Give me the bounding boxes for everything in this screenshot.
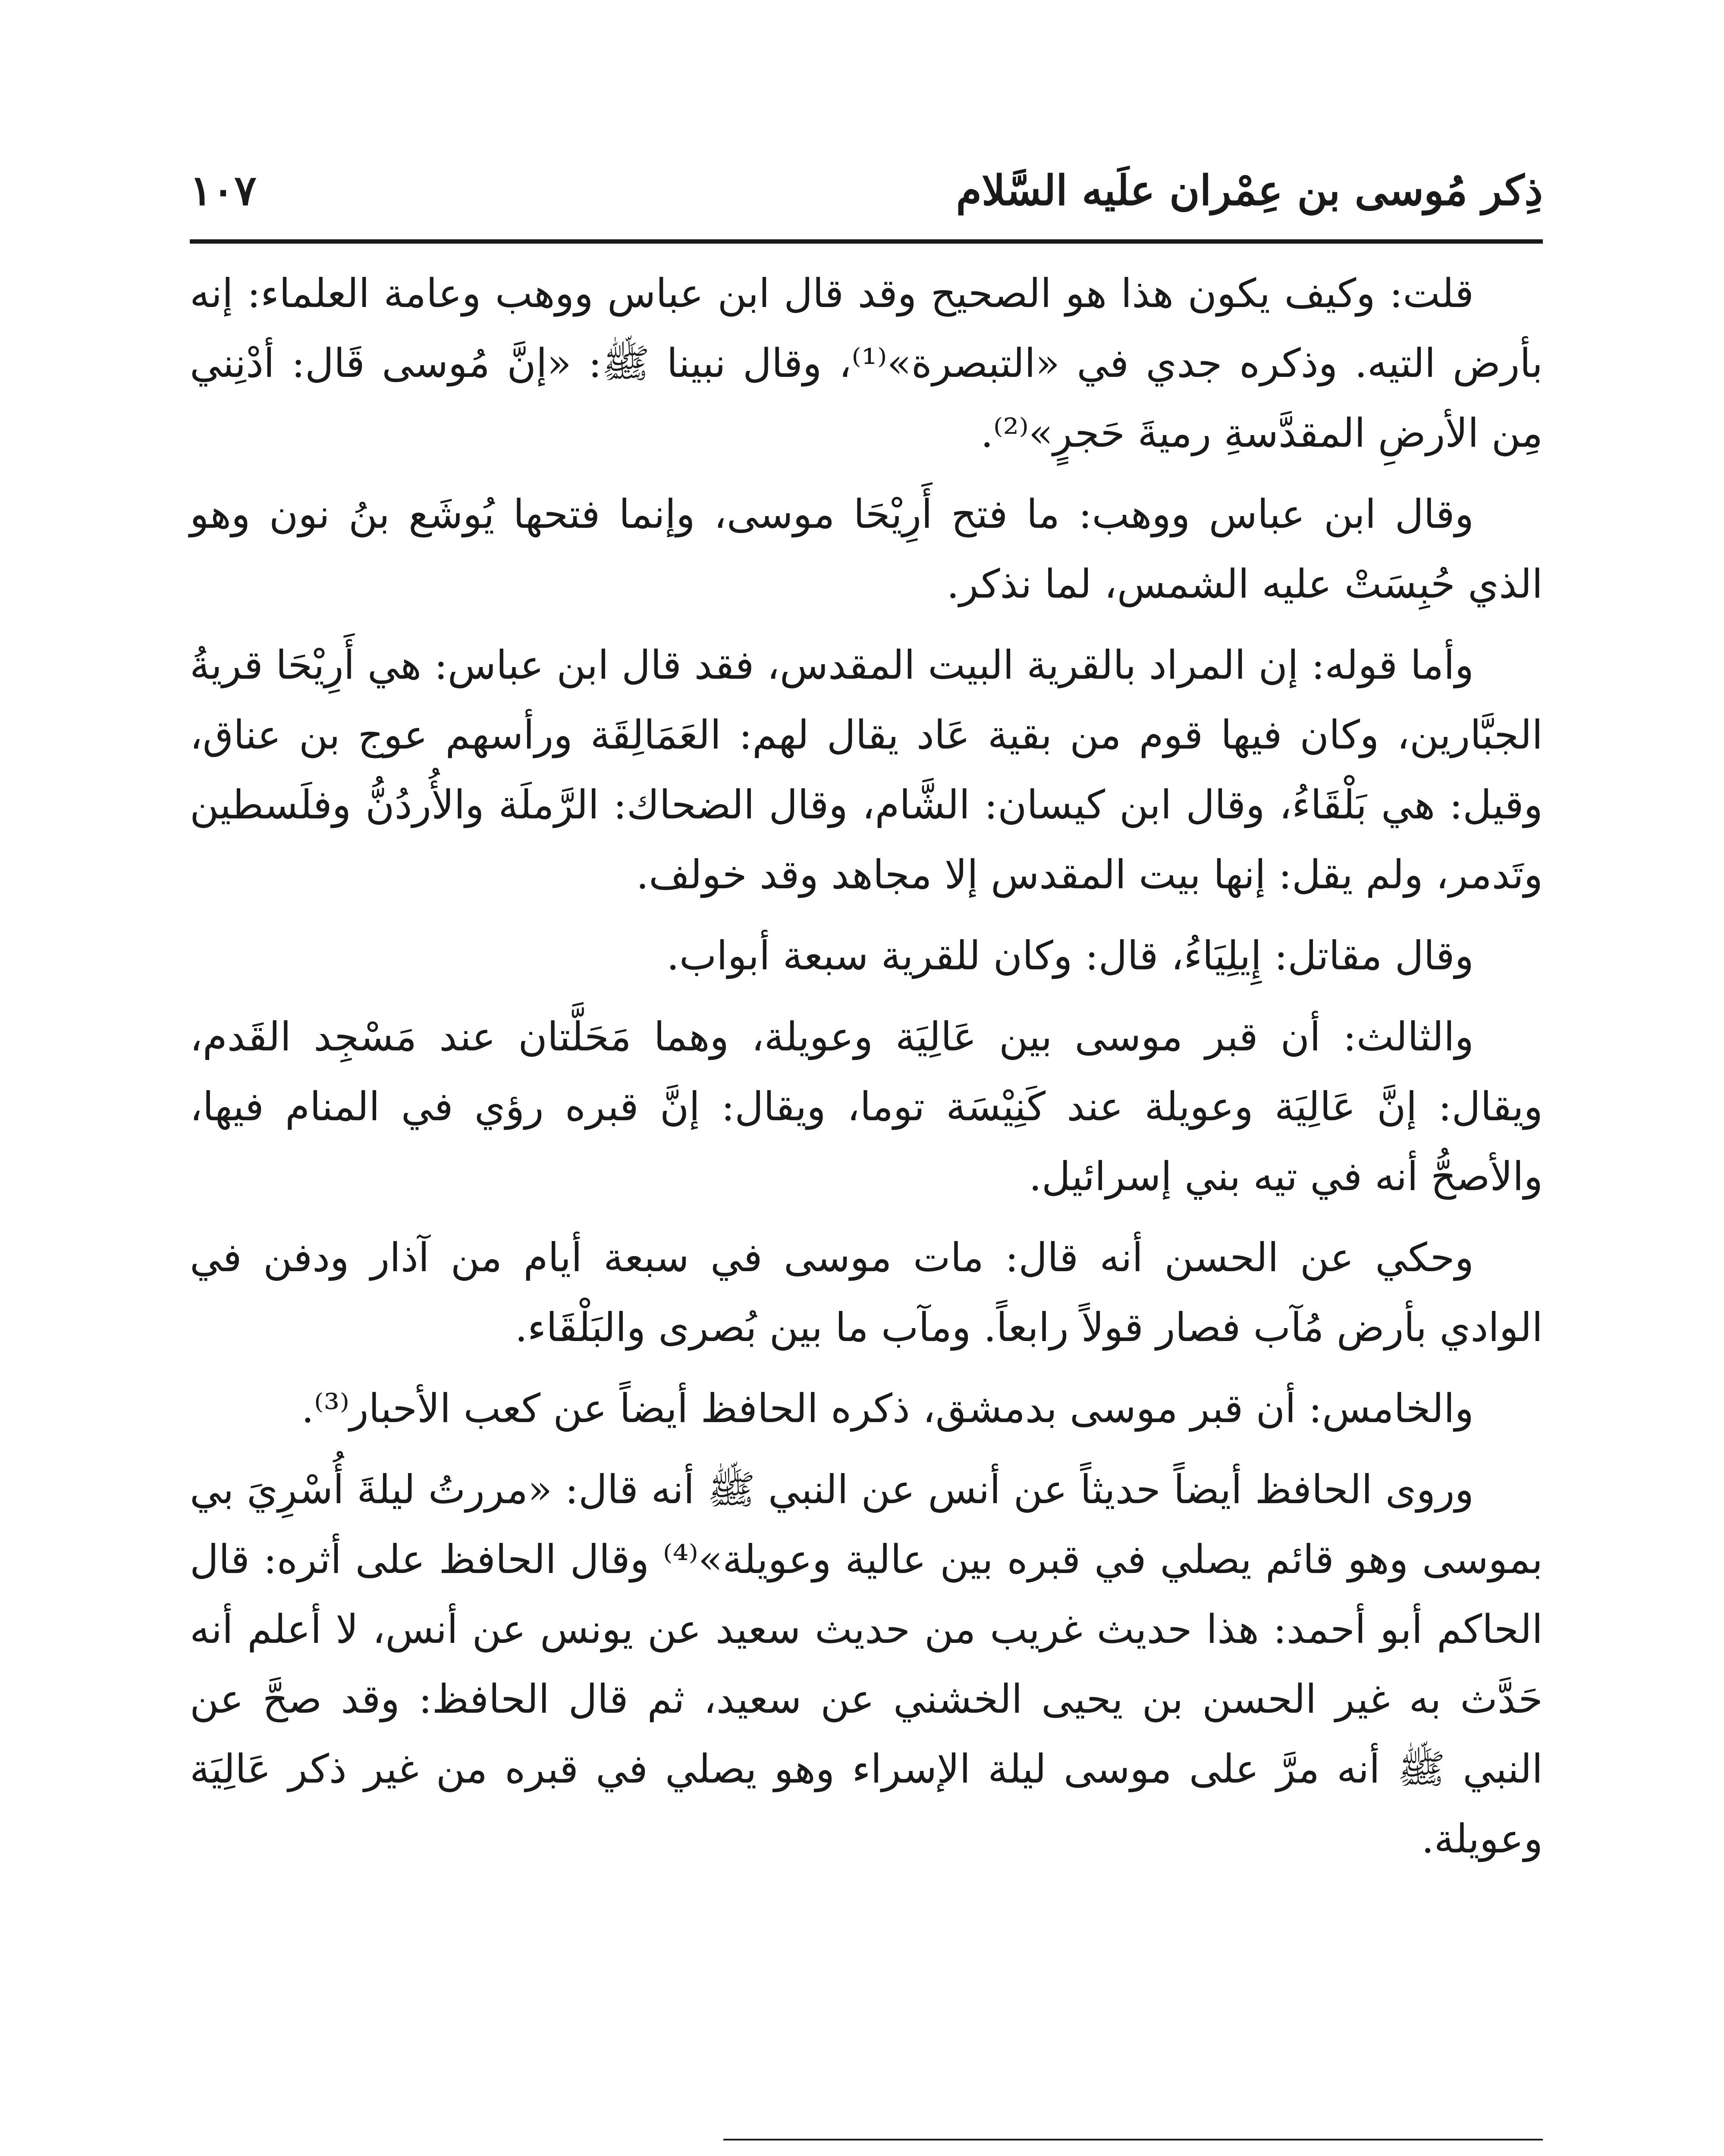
paragraph: قلت: وكيف يكون هذا هو الصحيح وقد قال ابن عباس ووهب وعامة العلماء: إنه بأرض التيه. وذكره جدي في «التبصرة»⁽¹⁾، وقال نبينا ﷺ: «إنَّ مُوسى قَال: أدْنِني مِن الأرضِ المقدَّسةِ رميةَ حَجرٍ»⁽²⁾. — [190, 270, 1543, 456]
footnote-rule — [723, 2139, 1543, 2140]
paragraph: وقال مقاتل: إِيلِيَاءُ، قال: وكان للقرية سبعة أبواب. — [666, 933, 1474, 979]
paragraph: وأما قوله: إن المراد بالقرية البيت المقدس، فقد قال ابن عباس: هي أَرِيْحَا قريةُ الجبَّارين، وكان فيها قوم من بقية عَاد يقال لهم: العَمَالِقَة ورأسهم عوج بن عناق، وقيل: هي بَلْقَاءُ، وقال ابن كيسان: الشَّام، وقال الضحاك: الرَّملَة والأُردُنُّ وفلَسطين وتَدمر، ولم يقل: إنها بيت المقدس إلا مجاهد وقد خولف. — [190, 642, 1543, 898]
running-title: ذِكر مُوسى بن عِمْران علَيه السَّلام — [956, 166, 1543, 215]
paragraph: وروى الحافظ أيضاً حديثاً عن أنس عن النبي ﷺ أنه قال: «مررتُ ليلةَ أُسْرِيَ بي بموسى وهو قائم يصلي في قبره بين عالية وعويلة»⁽⁴⁾ وقال الحافظ على أثره: قال الحاكم أبو أحمد: هذا حديث غريب من حديث سعيد عن يونس عن أنس، لا أعلم أنه حَدَّث به غير الحسن بن يحيى الخشني عن سعيد، ثم قال الحافظ: وقد صحَّ عن النبي ﷺ أنه مرَّ على موسى ليلة الإسراء وهو يصلي في قبره من غير ذكر عَالِيَة وعويلة. — [190, 1467, 1543, 1862]
header-rule — [190, 239, 1543, 244]
page-number: ١٠٧ — [190, 166, 257, 215]
paragraph: وقال ابن عباس ووهب: ما فتح أَرِيْحَا موسى، وإنما فتحها يُوشَع بنُ نون وهو الذي حُبِسَتْ عليه الشمس، لما نذكر. — [190, 491, 1543, 607]
paragraph: وحكي عن الحسن أنه قال: مات موسى في سبعة أيام من آذار ودفن في الوادي بأرض مُآب فصار قولاً رابعاً. ومآب ما بين بُصرى والبَلْقَاء. — [190, 1235, 1543, 1351]
body-text — [190, 259, 1543, 1885]
paragraph: والخامس: أن قبر موسى بدمشق، ذكره الحافظ أيضاً عن كعب الأحبار⁽³⁾. — [301, 1385, 1474, 1432]
paragraph: والثالث: أن قبر موسى بين عَالِيَة وعويلة، وهما مَحَلَّتان عند مَسْجِد القَدم، ويقال: إنَّ عَالِيَة وعويلة عند كَنِيْسَة توما، ويقال: إنَّ قبره رؤي في المنام فيها، والأصحُّ أنه في تيه بني إسرائيل. — [190, 1014, 1543, 1200]
